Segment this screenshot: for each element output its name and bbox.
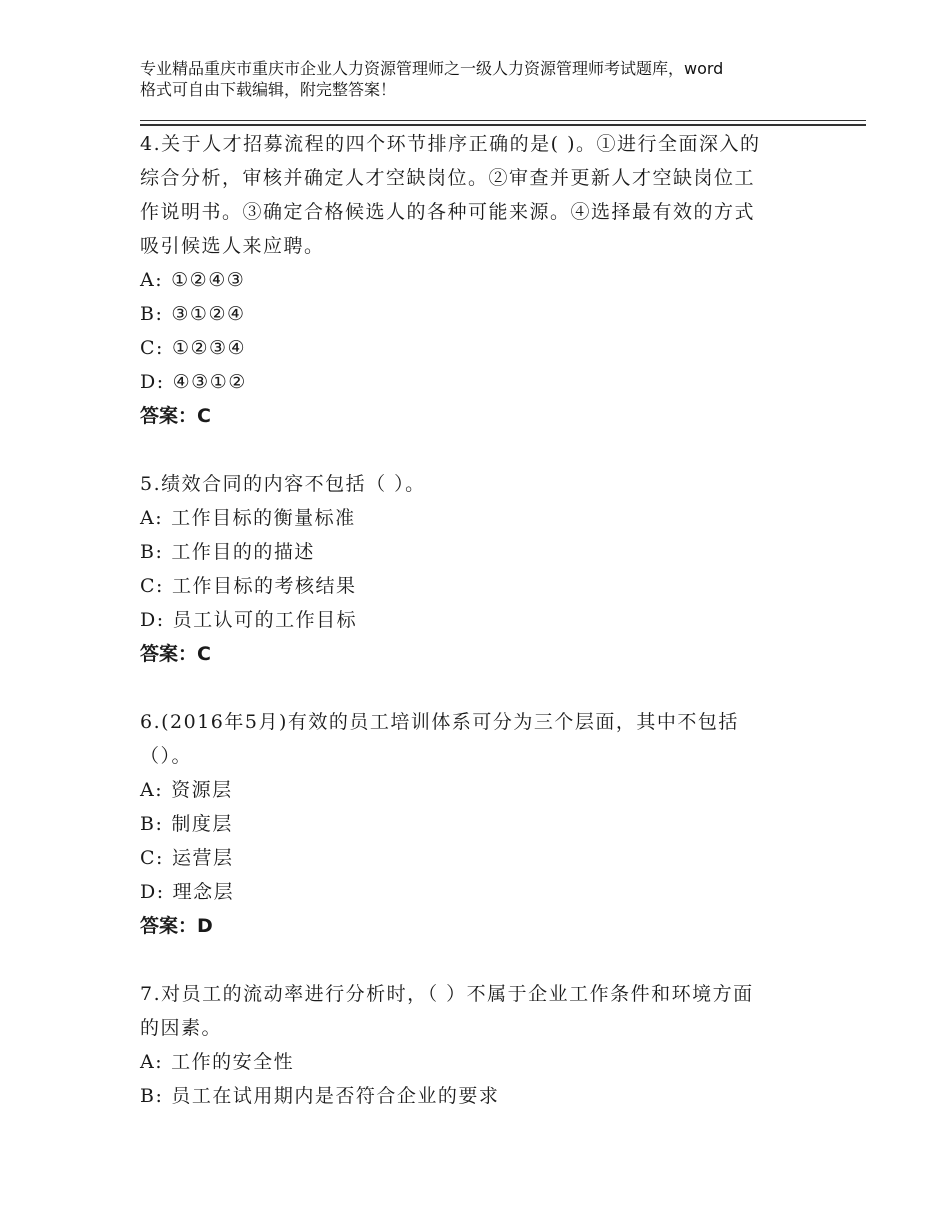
option-b <box>140 535 820 569</box>
question-stem <box>140 127 820 263</box>
option-key: C: <box>140 337 164 359</box>
option-b <box>140 297 820 331</box>
option-key: C: <box>140 575 164 597</box>
question-7 <box>140 977 820 1113</box>
option-text: ①②④③ <box>171 269 246 291</box>
option-a <box>140 1045 820 1079</box>
option-key: B: <box>140 1085 164 1107</box>
option-b <box>140 807 820 841</box>
document-header <box>140 58 840 100</box>
stem-line: 吸引候选人来应聘。 <box>140 235 325 257</box>
option-d <box>140 603 820 637</box>
header-divider-thick <box>140 124 866 126</box>
answer-line: 答案：C <box>140 643 211 665</box>
option-a <box>140 773 820 807</box>
option-b <box>140 1079 820 1113</box>
question-5 <box>140 467 820 671</box>
header-line-2: 格式可自由下载编辑，附完整答案！ <box>140 80 397 99</box>
stem-line: 作说明书。③确定合格候选人的各种可能来源。④选择最有效的方式 <box>140 201 756 223</box>
question-spacer <box>140 433 820 467</box>
option-c <box>140 841 820 875</box>
option-text: ③①②④ <box>171 303 246 325</box>
option-key: B: <box>140 303 164 325</box>
option-text: 员工认可的工作目标 <box>172 609 358 631</box>
option-text: 运营层 <box>171 847 234 869</box>
option-c <box>140 331 820 365</box>
option-key: A: <box>140 1051 164 1073</box>
stem-line: 7.对员工的流动率进行分析时，（ ）不属于企业工作条件和环境方面 <box>140 983 754 1005</box>
option-key: A: <box>140 507 164 529</box>
option-c <box>140 569 820 603</box>
answer-line: 答案：D <box>140 915 213 937</box>
option-text: 制度层 <box>171 813 233 835</box>
option-text: ④③①② <box>172 371 247 393</box>
option-key: B: <box>140 813 164 835</box>
question-spacer <box>140 943 820 977</box>
option-text: 工作的安全性 <box>171 1051 295 1073</box>
question-list <box>140 127 820 1113</box>
question-stem <box>140 977 820 1045</box>
question-6 <box>140 705 820 943</box>
option-d <box>140 875 820 909</box>
header-line-1: 专业精品重庆市重庆市企业人力资源管理师之一级人力资源管理师考试题库，word <box>140 59 724 78</box>
header-divider-thin <box>140 120 866 121</box>
question-stem <box>140 705 820 773</box>
option-key: A: <box>140 269 164 291</box>
question-spacer <box>140 671 820 705</box>
answer-line: 答案：C <box>140 405 211 427</box>
option-key: D: <box>140 371 165 393</box>
stem-line: 5.绩效合同的内容不包括（ ）。 <box>140 473 426 495</box>
stem-line: 4.关于人才招募流程的四个环节排序正确的是( )。①进行全面深入的 <box>140 133 761 155</box>
option-d <box>140 365 820 399</box>
option-text: 工作目标的衡量标准 <box>171 507 356 529</box>
option-key: C: <box>140 847 164 869</box>
option-key: B: <box>140 541 164 563</box>
option-a <box>140 263 820 297</box>
question-stem <box>140 467 820 501</box>
option-text: 工作目标的考核结果 <box>171 575 357 597</box>
option-text: 员工在试用期内是否符合企业的要求 <box>171 1085 500 1107</box>
option-text: 工作目的的描述 <box>171 541 315 563</box>
stem-line: 6.(2016年5月)有效的员工培训体系可分为三个层面，其中不包括 <box>140 711 739 733</box>
option-key: D: <box>140 881 165 903</box>
option-key: A: <box>140 779 164 801</box>
option-text: 理念层 <box>172 881 235 903</box>
stem-line: 的因素。 <box>140 1017 223 1039</box>
stem-line: 综合分析，审核并确定人才空缺岗位。②审查并更新人才空缺岗位工 <box>140 167 756 189</box>
option-text: 资源层 <box>171 779 233 801</box>
stem-line: （）。 <box>140 745 193 767</box>
question-4 <box>140 127 820 433</box>
option-text: ①②③④ <box>171 337 247 359</box>
option-key: D: <box>140 609 165 631</box>
option-a <box>140 501 820 535</box>
